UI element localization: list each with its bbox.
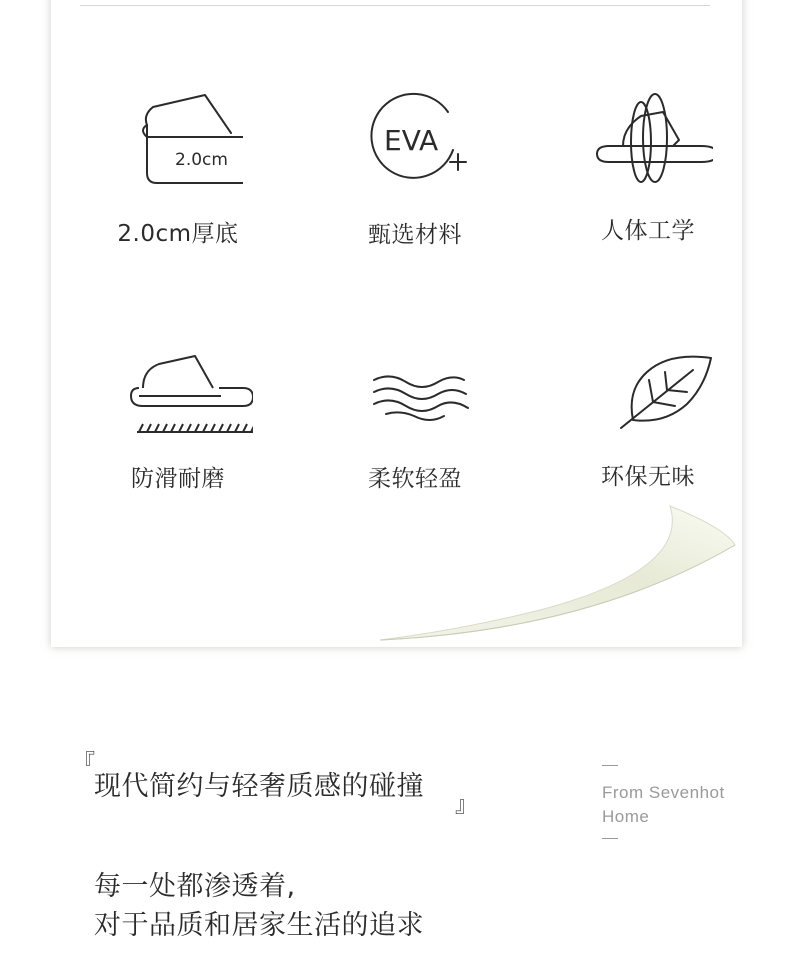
top-divider (80, 5, 710, 6)
svg-text:2.0cm: 2.0cm (175, 150, 228, 170)
soft-wave-icon (360, 370, 470, 430)
page-curl (340, 490, 760, 660)
body-line-1: 每一处都渗透着, (94, 871, 296, 902)
eva-icon (360, 88, 470, 188)
feature-label-ergonomic: 人体工学 (601, 218, 695, 244)
brand-line-1: From Sevenhot (602, 783, 725, 802)
brand-dash-top (602, 765, 618, 766)
feature-label-soft: 柔软轻盈 (368, 466, 462, 492)
feature-label-eva: 甄选材料 (368, 222, 462, 248)
body-line-2: 对于品质和居家生活的追求 (94, 910, 424, 941)
feature-anti-slip (88, 348, 268, 492)
brand-dash-bottom (602, 838, 618, 839)
feature-thick-sole (88, 85, 268, 247)
feature-soft (325, 370, 505, 492)
feature-ergonomic (558, 88, 738, 244)
svg-text:EVA: EVA (384, 124, 439, 157)
close-quote: 』 (455, 793, 478, 818)
feature-label-thick-sole: 2.0cm厚底 (117, 221, 239, 247)
feature-eva (325, 88, 505, 248)
headline: 现代简约与轻奢质感的碰撞 (94, 771, 424, 802)
leaf-icon (583, 350, 713, 435)
feature-label-eco: 环保无味 (601, 464, 695, 490)
feature-label-anti-slip: 防滑耐磨 (131, 466, 225, 492)
thick-sole-icon (113, 85, 243, 190)
ergonomic-icon (583, 88, 713, 188)
feature-eco (558, 350, 738, 490)
open-quote: 『 (73, 751, 96, 776)
anti-slip-icon (103, 348, 253, 440)
brand-line-2: Home (602, 807, 650, 826)
